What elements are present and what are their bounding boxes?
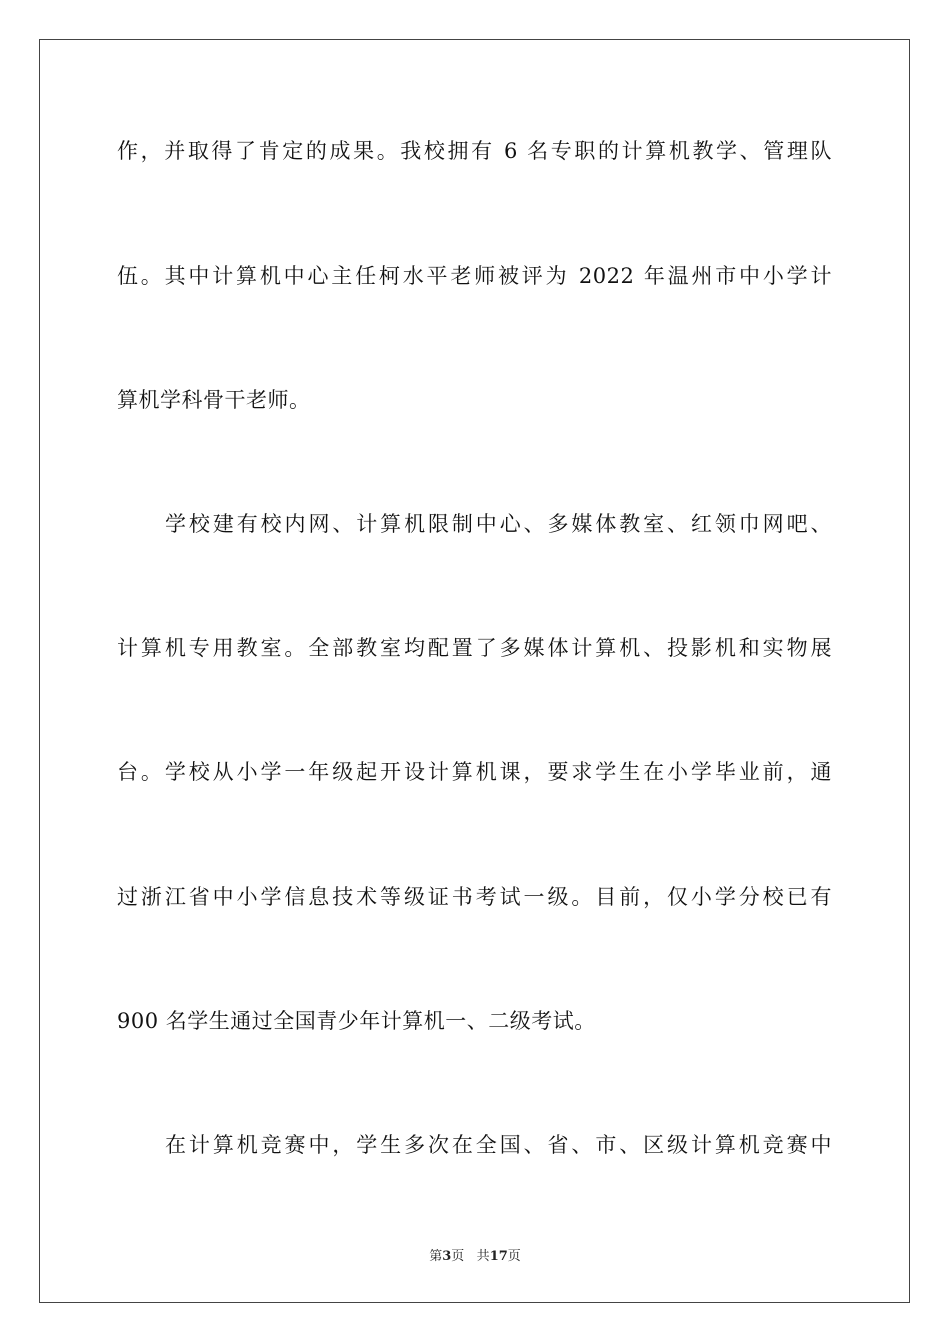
footer-total-suffix: 页 (507, 1249, 521, 1264)
text-line-4: 学校建有校内网、计算机限制中心、多媒体教室、红领巾网吧、 (165, 512, 832, 536)
text-line-3: 算机学科骨干老师。 (117, 388, 311, 412)
footer-page-prefix: 第 (429, 1249, 443, 1264)
text-line-8: 900 名学生通过全国青少年计算机一、二级考试。 (117, 1009, 596, 1033)
footer-total-prefix: 共 (476, 1249, 490, 1264)
footer-page-suffix: 页 (451, 1249, 465, 1264)
text-line-6: 台。学校从小学一年级起开设计算机课，要求学生在小学毕业前，通 (117, 760, 832, 784)
footer-page-number: 3 (442, 1249, 452, 1264)
text-line-1: 作，并取得了肯定的成果。我校拥有 6 名专职的计算机教学、管理队 (117, 139, 832, 163)
page-border (39, 39, 910, 1303)
text-line-7: 过浙江省中小学信息技术等级证书考试一级。目前，仅小学分校已有 (117, 885, 832, 909)
footer-total-pages: 17 (489, 1249, 508, 1264)
text-line-2: 伍。其中计算机中心主任柯水平老师被评为 2022 年温州市中小学计 (117, 264, 832, 288)
text-line-9: 在计算机竞赛中，学生多次在全国、省、市、区级计算机竞赛中 (165, 1133, 832, 1157)
text-line-5: 计算机专用教室。全部教室均配置了多媒体计算机、投影机和实物展 (117, 636, 832, 660)
page-footer (0, 1248, 950, 1266)
